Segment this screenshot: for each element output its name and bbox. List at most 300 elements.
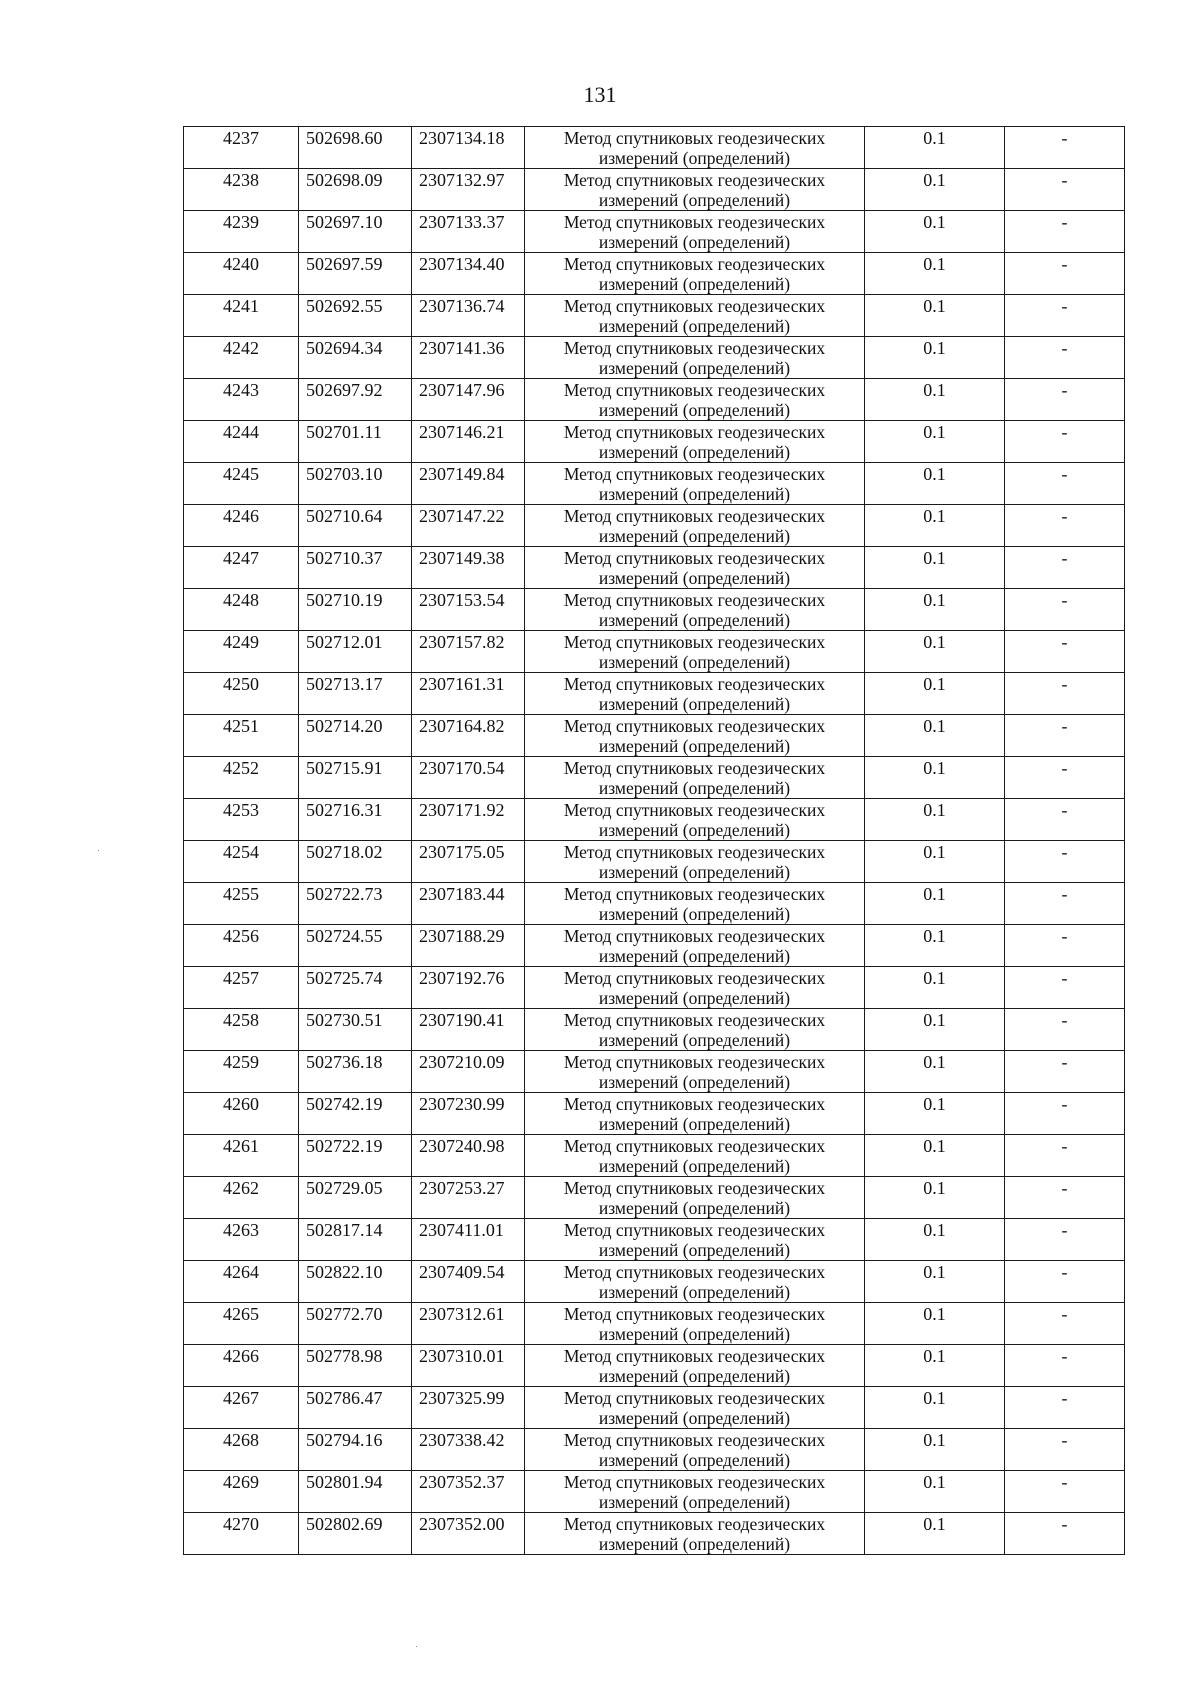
description-cell: - (1005, 379, 1125, 421)
method-line-2: измерений (определений) (598, 358, 791, 378)
description-cell: - (1005, 1429, 1125, 1471)
method-cell (525, 1303, 865, 1345)
table-row (184, 589, 1125, 631)
point-number-cell: 4250 (184, 673, 299, 715)
table-row (184, 169, 1125, 211)
accuracy-cell: 0.1 (865, 1303, 1005, 1345)
table-row (184, 295, 1125, 337)
method-line-1: Метод спутниковых геодезических (563, 674, 826, 694)
method-line-2: измерений (определений) (598, 820, 791, 840)
method-line-1: Метод спутниковых геодезических (563, 800, 826, 820)
method-line-2: измерений (определений) (598, 1030, 791, 1050)
accuracy-cell: 0.1 (865, 715, 1005, 757)
method-line-2: измерений (определений) (598, 862, 791, 882)
accuracy-cell: 0.1 (865, 673, 1005, 715)
x-coordinate-cell: 502710.37 (299, 547, 412, 589)
method-cell (525, 1261, 865, 1303)
x-coordinate-cell: 502694.34 (299, 337, 412, 379)
description-cell: - (1005, 295, 1125, 337)
method-cell (525, 589, 865, 631)
table-row (184, 547, 1125, 589)
method-cell (525, 1177, 865, 1219)
table-row (184, 1471, 1125, 1513)
accuracy-cell: 0.1 (865, 421, 1005, 463)
method-cell (525, 253, 865, 295)
accuracy-cell: 0.1 (865, 169, 1005, 211)
method-cell (525, 1387, 865, 1429)
x-coordinate-cell: 502701.11 (299, 421, 412, 463)
method-cell (525, 841, 865, 883)
description-cell: - (1005, 337, 1125, 379)
method-line-2: измерений (определений) (598, 190, 791, 210)
accuracy-cell: 0.1 (865, 463, 1005, 505)
accuracy-cell: 0.1 (865, 925, 1005, 967)
method-cell (525, 1009, 865, 1051)
method-line-1: Метод спутниковых геодезических (563, 716, 826, 736)
x-coordinate-cell: 502722.73 (299, 883, 412, 925)
table-row (184, 1387, 1125, 1429)
method-cell (525, 925, 865, 967)
y-coordinate-cell: 2307210.09 (412, 1051, 525, 1093)
x-coordinate-cell: 502778.98 (299, 1345, 412, 1387)
description-cell: - (1005, 883, 1125, 925)
table-row (184, 1429, 1125, 1471)
point-number-cell: 4254 (184, 841, 299, 883)
accuracy-cell: 0.1 (865, 1261, 1005, 1303)
method-line-1: Метод спутниковых геодезических (563, 1094, 826, 1114)
accuracy-cell: 0.1 (865, 1345, 1005, 1387)
accuracy-cell: 0.1 (865, 253, 1005, 295)
table-row (184, 631, 1125, 673)
x-coordinate-cell: 502692.55 (299, 295, 412, 337)
method-line-2: измерений (определений) (598, 442, 791, 462)
method-line-2: измерений (определений) (598, 400, 791, 420)
table-row (184, 1345, 1125, 1387)
description-cell: - (1005, 463, 1125, 505)
accuracy-cell: 0.1 (865, 841, 1005, 883)
point-number-cell: 4269 (184, 1471, 299, 1513)
description-cell: - (1005, 589, 1125, 631)
method-line-2: измерений (определений) (598, 736, 791, 756)
method-cell (525, 631, 865, 673)
accuracy-cell: 0.1 (865, 631, 1005, 673)
accuracy-cell: 0.1 (865, 1471, 1005, 1513)
point-number-cell: 4258 (184, 1009, 299, 1051)
method-line-1: Метод спутниковых геодезических (563, 1136, 826, 1156)
y-coordinate-cell: 2307153.54 (412, 589, 525, 631)
method-line-2: измерений (определений) (598, 652, 791, 672)
point-number-cell: 4241 (184, 295, 299, 337)
point-number-cell: 4251 (184, 715, 299, 757)
table-row (184, 1051, 1125, 1093)
method-line-1: Метод спутниковых геодезических (563, 1262, 826, 1282)
description-cell: - (1005, 1387, 1125, 1429)
description-cell: - (1005, 1471, 1125, 1513)
y-coordinate-cell: 2307325.99 (412, 1387, 525, 1429)
method-line-2: измерений (определений) (598, 1282, 791, 1302)
method-line-2: измерений (определений) (598, 610, 791, 630)
description-cell: - (1005, 505, 1125, 547)
y-coordinate-cell: 2307141.36 (412, 337, 525, 379)
method-line-2: измерений (определений) (598, 1114, 791, 1134)
y-coordinate-cell: 2307190.41 (412, 1009, 525, 1051)
method-line-1: Метод спутниковых геодезических (563, 506, 826, 526)
accuracy-cell: 0.1 (865, 1387, 1005, 1429)
table-row (184, 883, 1125, 925)
method-cell (525, 421, 865, 463)
y-coordinate-cell: 2307134.40 (412, 253, 525, 295)
coordinates-table (183, 126, 1125, 1555)
method-cell (525, 1051, 865, 1093)
table-row (184, 1177, 1125, 1219)
description-cell: - (1005, 799, 1125, 841)
method-line-2: измерений (определений) (598, 1408, 791, 1428)
y-coordinate-cell: 2307171.92 (412, 799, 525, 841)
table-row (184, 715, 1125, 757)
method-line-2: измерений (определений) (598, 148, 791, 168)
point-number-cell: 4238 (184, 169, 299, 211)
point-number-cell: 4261 (184, 1135, 299, 1177)
method-cell (525, 1219, 865, 1261)
y-coordinate-cell: 2307183.44 (412, 883, 525, 925)
method-line-1: Метод спутниковых геодезических (563, 1304, 826, 1324)
method-line-1: Метод спутниковых геодезических (563, 464, 826, 484)
x-coordinate-cell: 502786.47 (299, 1387, 412, 1429)
method-cell (525, 1135, 865, 1177)
method-line-1: Метод спутниковых геодезических (563, 380, 826, 400)
x-coordinate-cell: 502822.10 (299, 1261, 412, 1303)
x-coordinate-cell: 502714.20 (299, 715, 412, 757)
y-coordinate-cell: 2307338.42 (412, 1429, 525, 1471)
method-cell (525, 715, 865, 757)
x-coordinate-cell: 502736.18 (299, 1051, 412, 1093)
method-line-2: измерений (определений) (598, 274, 791, 294)
point-number-cell: 4265 (184, 1303, 299, 1345)
description-cell: - (1005, 715, 1125, 757)
method-line-1: Метод спутниковых геодезических (563, 590, 826, 610)
description-cell: - (1005, 631, 1125, 673)
method-line-1: Метод спутниковых геодезических (563, 548, 826, 568)
method-line-2: измерений (определений) (598, 1240, 791, 1260)
x-coordinate-cell: 502772.70 (299, 1303, 412, 1345)
accuracy-cell: 0.1 (865, 337, 1005, 379)
method-line-2: измерений (определений) (598, 778, 791, 798)
point-number-cell: 4252 (184, 757, 299, 799)
table-row (184, 841, 1125, 883)
method-line-2: измерений (определений) (598, 526, 791, 546)
method-line-2: измерений (определений) (598, 1492, 791, 1512)
method-line-2: измерений (определений) (598, 904, 791, 924)
point-number-cell: 4259 (184, 1051, 299, 1093)
accuracy-cell: 0.1 (865, 589, 1005, 631)
point-number-cell: 4239 (184, 211, 299, 253)
accuracy-cell: 0.1 (865, 799, 1005, 841)
point-number-cell: 4247 (184, 547, 299, 589)
accuracy-cell: 0.1 (865, 1219, 1005, 1261)
table-row (184, 253, 1125, 295)
description-cell: - (1005, 1009, 1125, 1051)
description-cell: - (1005, 1303, 1125, 1345)
x-coordinate-cell: 502722.19 (299, 1135, 412, 1177)
point-number-cell: 4266 (184, 1345, 299, 1387)
y-coordinate-cell: 2307134.18 (412, 127, 525, 169)
point-number-cell: 4263 (184, 1219, 299, 1261)
description-cell: - (1005, 1093, 1125, 1135)
point-number-cell: 4249 (184, 631, 299, 673)
point-number-cell: 4268 (184, 1429, 299, 1471)
method-cell (525, 1429, 865, 1471)
description-cell: - (1005, 211, 1125, 253)
scan-speck (98, 850, 99, 851)
method-line-1: Метод спутниковых геодезических (563, 296, 826, 316)
method-line-1: Метод спутниковых геодезических (563, 422, 826, 442)
table-row (184, 1261, 1125, 1303)
x-coordinate-cell: 502712.01 (299, 631, 412, 673)
accuracy-cell: 0.1 (865, 1009, 1005, 1051)
y-coordinate-cell: 2307230.99 (412, 1093, 525, 1135)
y-coordinate-cell: 2307132.97 (412, 169, 525, 211)
y-coordinate-cell: 2307352.00 (412, 1513, 525, 1555)
x-coordinate-cell: 502697.10 (299, 211, 412, 253)
accuracy-cell: 0.1 (865, 1093, 1005, 1135)
method-line-1: Метод спутниковых геодезических (563, 170, 826, 190)
method-line-2: измерений (определений) (598, 1156, 791, 1176)
description-cell: - (1005, 547, 1125, 589)
scan-speck (416, 1646, 417, 1647)
y-coordinate-cell: 2307310.01 (412, 1345, 525, 1387)
method-cell (525, 967, 865, 1009)
coordinates-table-body (184, 127, 1125, 1555)
description-cell: - (1005, 925, 1125, 967)
point-number-cell: 4262 (184, 1177, 299, 1219)
x-coordinate-cell: 502713.17 (299, 673, 412, 715)
method-cell (525, 1345, 865, 1387)
x-coordinate-cell: 502794.16 (299, 1429, 412, 1471)
y-coordinate-cell: 2307188.29 (412, 925, 525, 967)
method-cell (525, 379, 865, 421)
x-coordinate-cell: 502703.10 (299, 463, 412, 505)
description-cell: - (1005, 1513, 1125, 1555)
description-cell: - (1005, 253, 1125, 295)
description-cell: - (1005, 421, 1125, 463)
y-coordinate-cell: 2307164.82 (412, 715, 525, 757)
table-row (184, 1135, 1125, 1177)
table-row (184, 1219, 1125, 1261)
method-line-1: Метод спутниковых геодезических (563, 212, 826, 232)
y-coordinate-cell: 2307411.01 (412, 1219, 525, 1261)
x-coordinate-cell: 502730.51 (299, 1009, 412, 1051)
method-cell (525, 757, 865, 799)
method-line-2: измерений (определений) (598, 694, 791, 714)
x-coordinate-cell: 502801.94 (299, 1471, 412, 1513)
accuracy-cell: 0.1 (865, 1177, 1005, 1219)
description-cell: - (1005, 1051, 1125, 1093)
table-row (184, 967, 1125, 1009)
y-coordinate-cell: 2307240.98 (412, 1135, 525, 1177)
accuracy-cell: 0.1 (865, 1429, 1005, 1471)
x-coordinate-cell: 502716.31 (299, 799, 412, 841)
page-number: 131 (583, 82, 617, 107)
method-line-2: измерений (определений) (598, 946, 791, 966)
description-cell: - (1005, 1219, 1125, 1261)
method-line-2: измерений (определений) (598, 484, 791, 504)
description-cell: - (1005, 757, 1125, 799)
point-number-cell: 4248 (184, 589, 299, 631)
point-number-cell: 4246 (184, 505, 299, 547)
table-row (184, 421, 1125, 463)
method-cell (525, 883, 865, 925)
accuracy-cell: 0.1 (865, 505, 1005, 547)
point-number-cell: 4237 (184, 127, 299, 169)
y-coordinate-cell: 2307192.76 (412, 967, 525, 1009)
table-row (184, 1303, 1125, 1345)
method-line-2: измерений (определений) (598, 988, 791, 1008)
table-row (184, 337, 1125, 379)
point-number-cell: 4240 (184, 253, 299, 295)
x-coordinate-cell: 502710.64 (299, 505, 412, 547)
accuracy-cell: 0.1 (865, 757, 1005, 799)
x-coordinate-cell: 502742.19 (299, 1093, 412, 1135)
method-cell (525, 1471, 865, 1513)
x-coordinate-cell: 502715.91 (299, 757, 412, 799)
method-cell (525, 337, 865, 379)
method-cell (525, 547, 865, 589)
x-coordinate-cell: 502698.09 (299, 169, 412, 211)
method-cell (525, 673, 865, 715)
point-number-cell: 4270 (184, 1513, 299, 1555)
method-cell (525, 211, 865, 253)
method-line-1: Метод спутниковых геодезических (563, 1346, 826, 1366)
method-line-1: Метод спутниковых геодезических (563, 884, 826, 904)
method-cell (525, 295, 865, 337)
method-cell (525, 799, 865, 841)
y-coordinate-cell: 2307161.31 (412, 673, 525, 715)
method-line-2: измерений (определений) (598, 1072, 791, 1092)
table-row (184, 379, 1125, 421)
method-cell (525, 505, 865, 547)
accuracy-cell: 0.1 (865, 1513, 1005, 1555)
accuracy-cell: 0.1 (865, 211, 1005, 253)
table-row (184, 673, 1125, 715)
table-row (184, 127, 1125, 169)
method-line-1: Метод спутниковых геодезических (563, 632, 826, 652)
y-coordinate-cell: 2307149.84 (412, 463, 525, 505)
point-number-cell: 4257 (184, 967, 299, 1009)
method-line-1: Метод спутниковых геодезических (563, 1472, 826, 1492)
description-cell: - (1005, 1345, 1125, 1387)
point-number-cell: 4245 (184, 463, 299, 505)
x-coordinate-cell: 502710.19 (299, 589, 412, 631)
y-coordinate-cell: 2307409.54 (412, 1261, 525, 1303)
method-line-1: Метод спутниковых геодезических (563, 1388, 826, 1408)
description-cell: - (1005, 841, 1125, 883)
method-line-1: Метод спутниковых геодезических (563, 842, 826, 862)
point-number-cell: 4255 (184, 883, 299, 925)
table-row (184, 505, 1125, 547)
point-number-cell: 4256 (184, 925, 299, 967)
accuracy-cell: 0.1 (865, 127, 1005, 169)
method-line-2: измерений (определений) (598, 1534, 791, 1554)
method-line-1: Метод спутниковых геодезических (563, 1220, 826, 1240)
table-row (184, 1513, 1125, 1555)
method-cell (525, 127, 865, 169)
x-coordinate-cell: 502725.74 (299, 967, 412, 1009)
point-number-cell: 4253 (184, 799, 299, 841)
point-number-cell: 4242 (184, 337, 299, 379)
method-line-2: измерений (определений) (598, 316, 791, 336)
method-line-2: измерений (определений) (598, 1450, 791, 1470)
description-cell: - (1005, 673, 1125, 715)
method-line-1: Метод спутниковых геодезических (563, 758, 826, 778)
y-coordinate-cell: 2307312.61 (412, 1303, 525, 1345)
point-number-cell: 4260 (184, 1093, 299, 1135)
point-number-cell: 4264 (184, 1261, 299, 1303)
y-coordinate-cell: 2307133.37 (412, 211, 525, 253)
x-coordinate-cell: 502729.05 (299, 1177, 412, 1219)
accuracy-cell: 0.1 (865, 379, 1005, 421)
description-cell: - (1005, 1261, 1125, 1303)
accuracy-cell: 0.1 (865, 883, 1005, 925)
table-row (184, 925, 1125, 967)
table-row (184, 211, 1125, 253)
method-line-1: Метод спутниковых геодезических (563, 128, 826, 148)
point-number-cell: 4267 (184, 1387, 299, 1429)
method-line-1: Метод спутниковых геодезических (563, 338, 826, 358)
method-line-1: Метод спутниковых геодезических (563, 968, 826, 988)
table-row (184, 799, 1125, 841)
x-coordinate-cell: 502697.92 (299, 379, 412, 421)
method-cell (525, 463, 865, 505)
method-line-1: Метод спутниковых геодезических (563, 1010, 826, 1030)
y-coordinate-cell: 2307149.38 (412, 547, 525, 589)
y-coordinate-cell: 2307147.22 (412, 505, 525, 547)
method-cell (525, 1513, 865, 1555)
method-line-1: Метод спутниковых геодезических (563, 1514, 826, 1534)
description-cell: - (1005, 169, 1125, 211)
method-line-2: измерений (определений) (598, 1198, 791, 1218)
table-row (184, 757, 1125, 799)
accuracy-cell: 0.1 (865, 547, 1005, 589)
x-coordinate-cell: 502698.60 (299, 127, 412, 169)
description-cell: - (1005, 967, 1125, 1009)
method-cell (525, 169, 865, 211)
method-cell (525, 1093, 865, 1135)
table-row (184, 1093, 1125, 1135)
method-line-1: Метод спутниковых геодезических (563, 926, 826, 946)
method-line-1: Метод спутниковых геодезических (563, 1052, 826, 1072)
method-line-2: измерений (определений) (598, 568, 791, 588)
x-coordinate-cell: 502718.02 (299, 841, 412, 883)
y-coordinate-cell: 2307136.74 (412, 295, 525, 337)
method-line-1: Метод спутниковых геодезических (563, 1430, 826, 1450)
accuracy-cell: 0.1 (865, 1051, 1005, 1093)
accuracy-cell: 0.1 (865, 967, 1005, 1009)
point-number-cell: 4243 (184, 379, 299, 421)
accuracy-cell: 0.1 (865, 295, 1005, 337)
y-coordinate-cell: 2307352.37 (412, 1471, 525, 1513)
y-coordinate-cell: 2307170.54 (412, 757, 525, 799)
description-cell: - (1005, 1135, 1125, 1177)
point-number-cell: 4244 (184, 421, 299, 463)
y-coordinate-cell: 2307253.27 (412, 1177, 525, 1219)
accuracy-cell: 0.1 (865, 1135, 1005, 1177)
method-line-2: измерений (определений) (598, 232, 791, 252)
method-line-2: измерений (определений) (598, 1324, 791, 1344)
method-line-1: Метод спутниковых геодезических (563, 254, 826, 274)
y-coordinate-cell: 2307147.96 (412, 379, 525, 421)
table-row (184, 463, 1125, 505)
x-coordinate-cell: 502817.14 (299, 1219, 412, 1261)
